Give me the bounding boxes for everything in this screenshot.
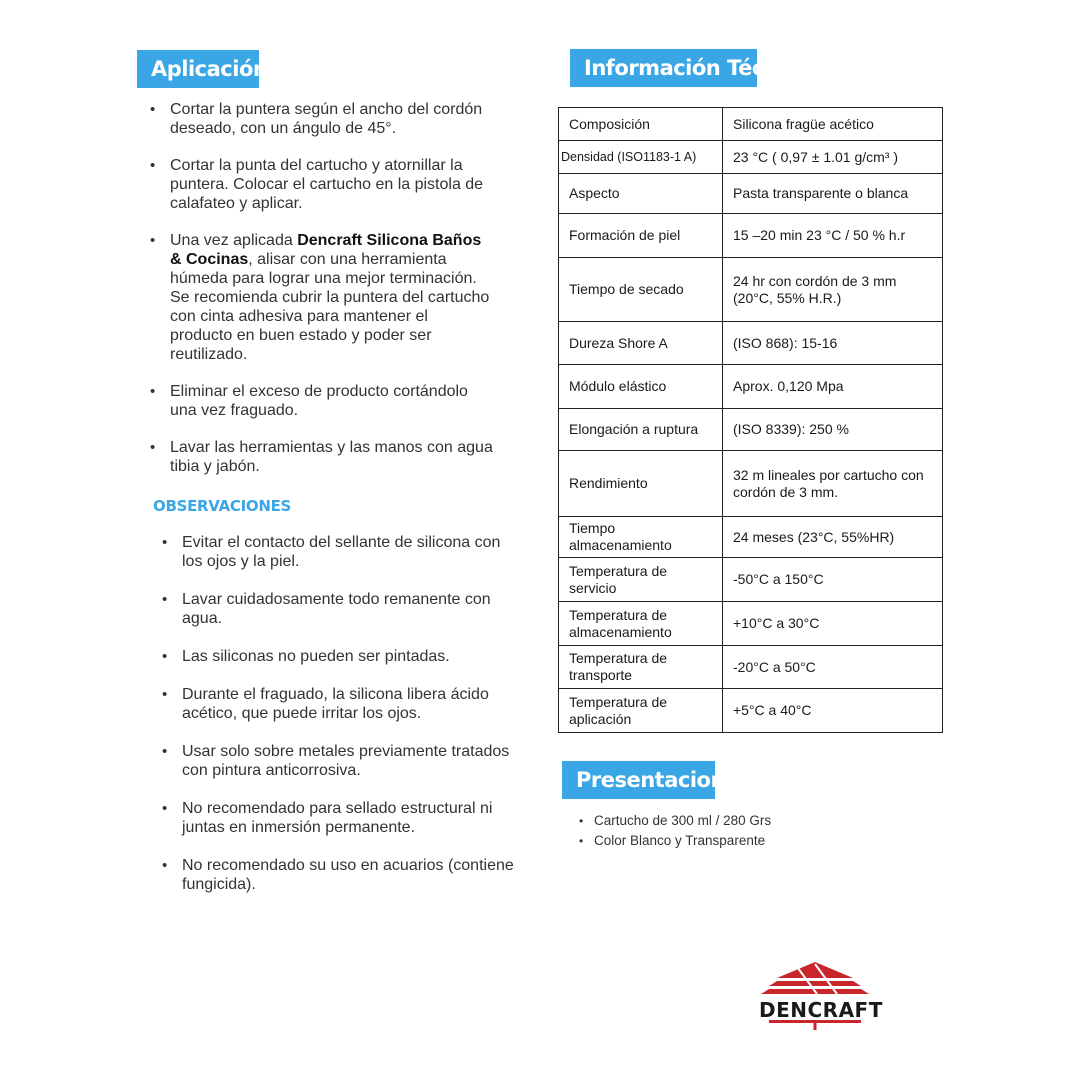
list-item: • Cartucho de 300 ml / 280 Grs xyxy=(578,811,771,831)
table-row xyxy=(559,365,943,409)
list-item: • Eliminar el exceso de producto cortándolo una vez fraguado. xyxy=(148,382,493,420)
spec-key: Temperatura de transporte xyxy=(559,646,723,689)
aplicacion-heading: Aplicación xyxy=(137,50,259,88)
list-item-text: , alisar con una herramienta húmeda para lograr una mejor terminación. Se recomienda cubrir la puntera del cartucho con cinta adhesiva para mantener el producto en buen estado y poder ser reutilizado. xyxy=(170,251,490,363)
brand-wordmark: DENCRAFT xyxy=(759,998,883,1022)
product-name: Dencraft Silicona Baños & Cocinas xyxy=(170,232,482,268)
info-tecnica-heading: Información Técnica xyxy=(570,49,757,87)
list-item: • No recomendado su uso en acuarios (contiene fungicida). xyxy=(160,856,515,894)
spec-value: Pasta transparente o blanca xyxy=(723,174,943,214)
spec-value: (ISO 8339): 250 % xyxy=(723,409,943,451)
spec-key: Aspecto xyxy=(559,174,723,214)
spec-value: 24 meses (23°C, 55%HR) xyxy=(723,517,943,558)
table-row xyxy=(559,141,943,174)
table-row xyxy=(559,517,943,558)
spec-value: 24 hr con cordón de 3 mm (20°C, 55% H.R.) xyxy=(723,258,943,322)
spec-value: 32 m lineales por cartucho con cordón de 3 mm. xyxy=(723,451,943,517)
spec-key: Módulo elástico xyxy=(559,365,723,409)
spec-key: Dureza Shore A xyxy=(559,322,723,365)
list-item: • Lavar cuidadosamente todo remanente con agua. xyxy=(160,590,515,628)
list-item: • Cortar la puntera según el ancho del cordón deseado, con un ángulo de 45°. xyxy=(148,100,493,138)
spec-key: Temperatura de almacenamiento xyxy=(559,602,723,646)
aplicacion-list xyxy=(148,100,493,494)
table-row xyxy=(559,174,943,214)
spec-key: Composición xyxy=(559,108,723,141)
spec-value: 15 –20 min 23 °C / 50 % h.r xyxy=(723,214,943,258)
table-row xyxy=(559,451,943,517)
table-row xyxy=(559,214,943,258)
list-item: • Color Blanco y Transparente xyxy=(578,831,771,851)
spec-key: Tiempo almacenamiento xyxy=(559,517,723,558)
observaciones-heading: OBSERVACIONES xyxy=(153,497,292,515)
list-item: • Durante el fraguado, la silicona libera ácido acético, que puede irritar los ojos. xyxy=(160,685,515,723)
spec-value: +10°C a 30°C xyxy=(723,602,943,646)
table-row xyxy=(559,689,943,733)
list-item: • Evitar el contacto del sellante de silicona con los ojos y la piel. xyxy=(160,533,515,571)
table-row xyxy=(559,258,943,322)
table-row xyxy=(559,646,943,689)
spec-value: Aprox. 0,120 Mpa xyxy=(723,365,943,409)
spec-value: Silicona fragüe acético xyxy=(723,108,943,141)
table-row xyxy=(559,602,943,646)
spec-key: Tiempo de secado xyxy=(559,258,723,322)
spec-key: Rendimiento xyxy=(559,451,723,517)
list-item: • Usar solo sobre metales previamente tratados con pintura anticorrosiva. xyxy=(160,742,515,780)
spec-value: -20°C a 50°C xyxy=(723,646,943,689)
spec-value: (ISO 868): 15-16 xyxy=(723,322,943,365)
list-item xyxy=(148,231,493,364)
spec-value: 23 °C ( 0,97 ± 1.01 g/cm³ ) xyxy=(723,141,943,174)
list-item: • Las siliconas no pueden ser pintadas. xyxy=(160,647,515,666)
spec-key: Elongación a ruptura xyxy=(559,409,723,451)
table-row xyxy=(559,108,943,141)
spec-key: Temperatura de aplicación xyxy=(559,689,723,733)
presentaciones-heading: Presentaciones xyxy=(562,761,715,799)
spec-value: +5°C a 40°C xyxy=(723,689,943,733)
spec-key: Formación de piel xyxy=(559,214,723,258)
presentaciones-list xyxy=(578,811,771,851)
spec-table xyxy=(558,107,943,733)
list-item: • Cortar la punta del cartucho y atornillar la puntera. Colocar el cartucho en la pistola de calafateo y aplicar. xyxy=(148,156,493,213)
list-item: • Lavar las herramientas y las manos con agua tibia y jabón. xyxy=(148,438,493,476)
spec-key: Temperatura de servicio xyxy=(559,558,723,602)
table-row xyxy=(559,558,943,602)
spec-value: -50°C a 150°C xyxy=(723,558,943,602)
observaciones-list xyxy=(160,533,515,913)
list-item-text: Una vez aplicada xyxy=(170,232,298,249)
table-row xyxy=(559,322,943,365)
list-item: • No recomendado para sellado estructural ni juntas en inmersión permanente. xyxy=(160,799,515,837)
spec-key: Densidad (ISO1183-1 A) xyxy=(559,141,723,174)
table-row xyxy=(559,409,943,451)
